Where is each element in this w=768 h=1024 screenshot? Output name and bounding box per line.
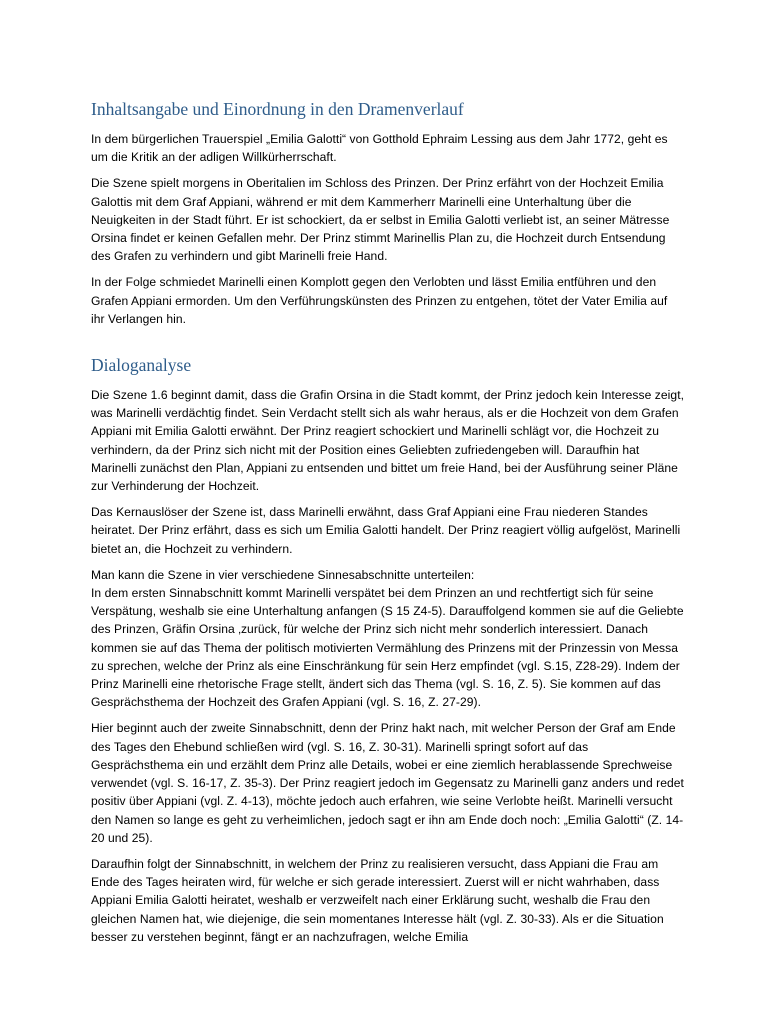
paragraph: Die Szene spielt morgens in Oberitalien im Schloss des Prinzen. Der Prinz erfährt von der Hochzeit Emilia Galottis mit dem Graf Appiani, während er mit dem Kammerherr Marinelli eine Unterhaltung über die Neuigkeiten in der Stadt führt. Er ist schockiert, da er selbst in Emilia Galotti verliebt ist, an seiner Mätresse Orsina findet er keinen Gefallen mehr. Der Prinz stimmt Marinellis Plan zu, die Hochzeit durch Entsendung des Grafen zu verhindern und gibt Marinelli freie Hand. [91, 176, 670, 264]
section-heading-dialog-analysis: Dialoganalyse [91, 355, 192, 376]
paragraph: Die Szene 1.6 beginnt damit, dass die Grafin Orsina in die Stadt kommt, der Prinz jedoch kein Interesse zeigt, was Marinelli verdächtig findet. Sein Verdacht stellt sich als wahr heraus, als er die Hochzeit von dem Grafen Appiani mit Emilia Galotti erwähnt. Der Prinz reagiert schockiert und Marinelli schlägt vor, die Hochzeit zu verhindern, da der Prinz sich nicht mit der Position eines Geliebten zufriedengeben will. Daraufhin hat Marinelli zunächst den Plan, Appiani zu entsenden und bittet um freie Hand, bei der Ausführung seiner Pläne zur Verhinderung der Hochzeit. [91, 388, 685, 494]
paragraph: Das Kernauslöser der Szene ist, dass Marinelli erwähnt, dass Graf Appiani eine Frau niederen Standes heiratet. Der Prinz erfährt, dass es sich um Emilia Galotti handelt. Der Prinz reagiert völlig aufgelöst, Marinelli bietet an, die Hochzeit zu verhindern. [91, 505, 681, 556]
paragraph: In der Folge schmiedet Marinelli einen Komplott gegen den Verlobten und lässt Emilia entführen und den Grafen Appiani ermorden. Um den Verführungskünsten des Prinzen zu entgehen, tötet der Vater Emilia auf ihr Verlangen hin. [91, 275, 668, 326]
section-heading-summary: Inhaltsangabe und Einordnung in den Dramenverlauf [91, 99, 464, 119]
paragraph: Hier beginnt auch der zweite Sinnabschnitt, denn der Prinz hakt nach, mit welcher Person der Graf am Ende des Tages den Ehebund schließen wird (vgl. S. 16, Z. 30-31). Marinelli springt sofort auf das Gesprächsthema ein und erzählt dem Prinz alle Details, wobei er eine ziemlich herablassende Sprechweise verwendet (vgl. S. 16-17, Z. 35-3). Der Prinz reagiert jedoch im Gegensatz zu Marinelli ganz anders und redet positiv über Appiani (vgl. Z. 4-13), möchte jedoch auch erfahren, wie seine Verlobte heißt. Marinelli versucht den Namen so lange es geht zu verheimlichen, jedoch sagt er ihn am Ende doch noch: „Emilia Galotti“ (Z. 14-20 und 25). [91, 721, 684, 845]
paragraph: Man kann die Szene in vier verschiedene Sinnesabschnitte unterteilen: In dem ersten Sinnabschnitt kommt Marinelli verspätet bei dem Prinzen an und rechtfertigt sich für seine Verspätung, weshalb sie eine Unterhaltung anfangen (S 15 Z4-5). Darauffolgend kommen sie auf die Geliebte des Prinzen, Gräfin Orsina ‚zurück, für welche der Prinz sich nicht mehr sonderlich interessiert. Danach kommen sie auf das Thema der politisch motivierten Vermählung des Prinzens mit der Prinzessin von Messa zu sprechen, welche der Prinz als eine Einschränkung für sein Herz empfindet (vgl. S.15, Z28-29). Indem der Prinz Marinelli eine rhetorische Frage stellt, ändert sich das Thema (vgl. S. 16, Z. 5). Sie kommen auf das Gesprächsthema der Hochzeit des Grafen Appiani (vgl. S. 16, Z. 27-29). [91, 567, 684, 710]
paragraph: Daraufhin folgt der Sinnabschnitt, in welchem der Prinz zu realisieren versucht, dass Appiani die Frau am Ende des Tages heiraten wird, für welche er sich gerade interessiert. Zuerst will er nicht wahrhaben, dass Appiani Emilia Galotti heiratet, weshalb er verzweifelt nach einer Erklärung sucht, weshalb die Frau den gleichen Namen hat, wie diejenige, die sein momentanes Interesse hält (vgl. Z. 30-33). Als er die Situation besser zu verstehen beginnt, fängt er an nachzufragen, welche Emilia [91, 856, 664, 944]
paragraph: In dem bürgerlichen Trauerspiel „Emilia Galotti“ von Gotthold Ephraim Lessing aus dem Jahr 1772, geht es um die Kritik an der adligen Willkürherrschaft. [91, 132, 668, 165]
